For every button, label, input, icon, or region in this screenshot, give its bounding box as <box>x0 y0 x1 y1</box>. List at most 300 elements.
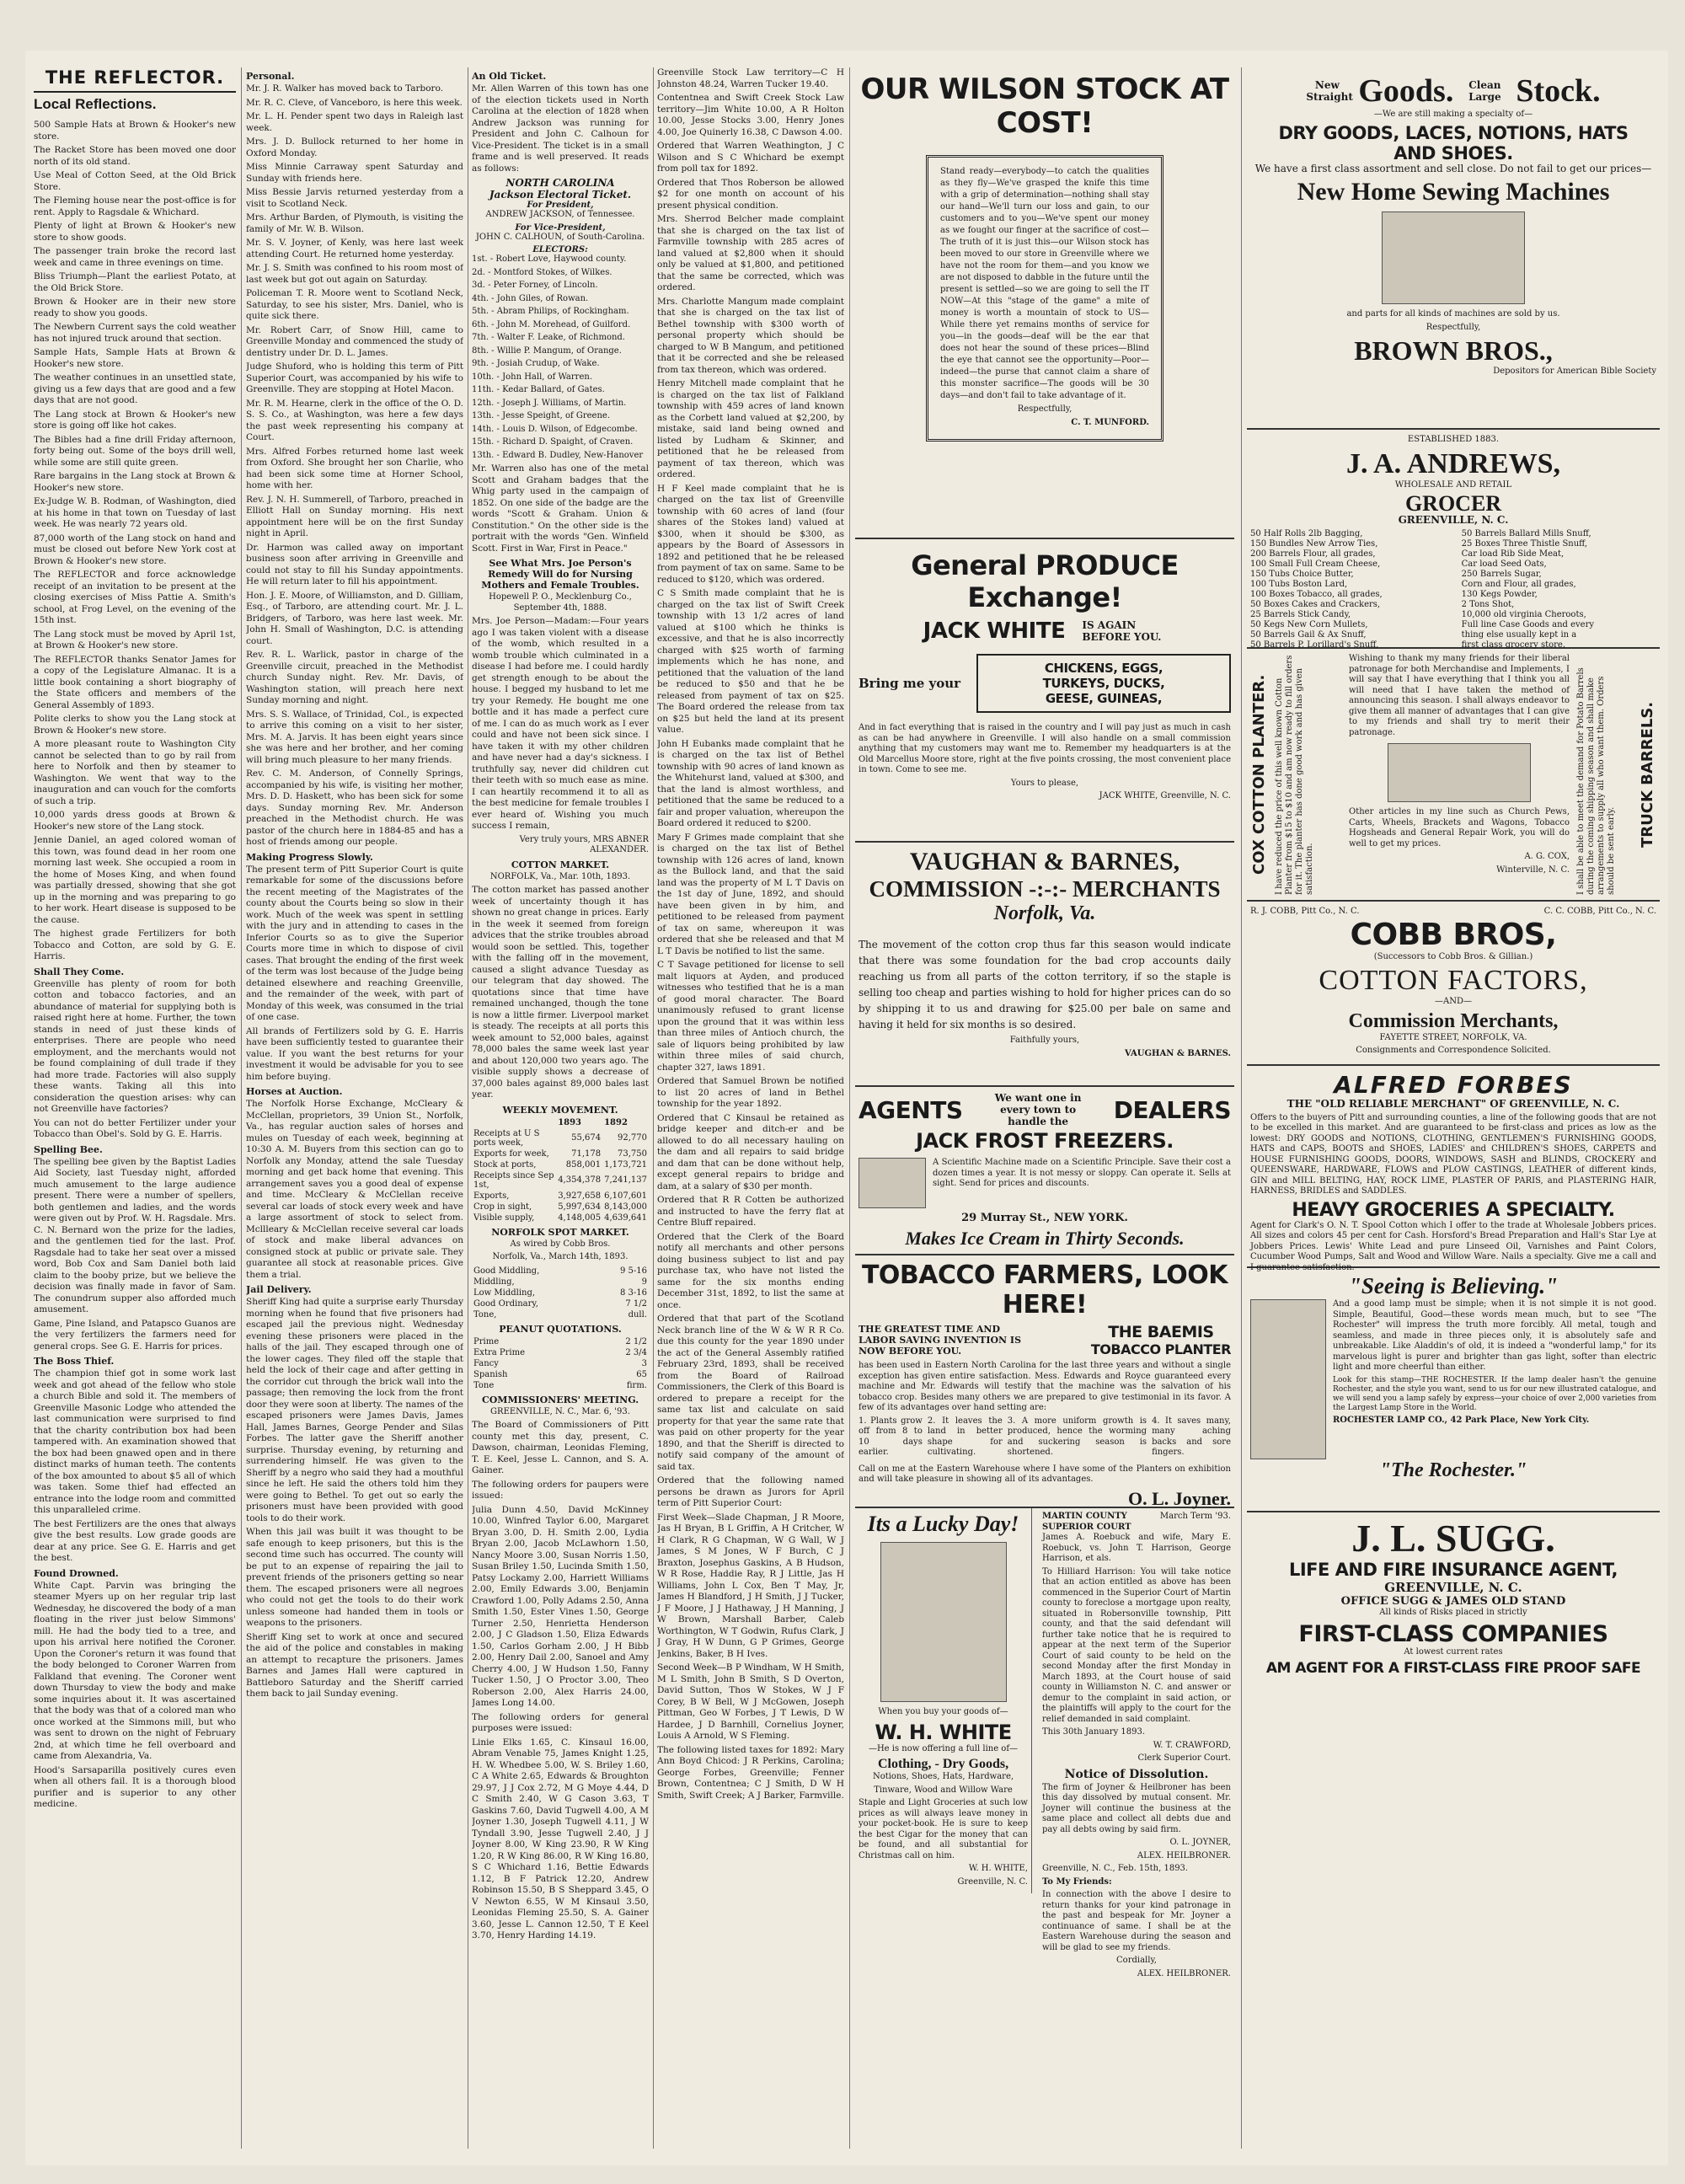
ad-line: GREENVILLE, N. C. <box>1384 1580 1522 1595</box>
ad-sign: Respectfully, <box>1017 404 1073 414</box>
ad-tobacco-planter <box>855 1255 1234 1508</box>
article-body: The following listed taxes for 1892: Mary Ann Boyd Chicod: J R Perkins, Carolina; George Forbes, Greenville; Fenner Brown, Contentnea; C J Smith, D W H Smith, Swift Creek; A J Barker, Farmville. <box>657 1744 844 1801</box>
ad-line: COTTON FACTORS, <box>1319 965 1588 996</box>
stock-item: 25 Barrels Stick Candy, <box>1250 609 1351 619</box>
article-body: Mrs. Sherrod Belcher made complaint that she is charged on the tax list of Farmville township with 285 acres of land valued at $2,800 when it should only be valued at $1,800, and petitioned that the same be corrected, which was ordered. <box>657 214 844 292</box>
legal-body: The firm of Joyner & Heilbroner has been this day dissolved by mutual consent. Mr. Joyner will continue the business at the same place and collect all debts due and pay all debts owing by said firm. <box>1042 1782 1231 1834</box>
article-body: Ordered that the Clerk of the Board notify all merchants and other persons doing business subject to list and pay purchase tax, who have not listed the same for the six months ending December 31st, 1892, to list the same at once. <box>657 1231 844 1310</box>
stock-list-left <box>1250 529 1445 650</box>
vertical-heading: COX COTTON PLANTER. <box>1250 674 1268 875</box>
table-row <box>472 1277 649 1287</box>
news-item: 500 Sample Hats at Brown & Hooker's new store. <box>34 120 236 142</box>
lamp-illustration <box>1250 1299 1326 1459</box>
ad-name: J. L. SUGG. <box>1351 1517 1555 1560</box>
news-item: Mr. S. V. Joyner, of Kenly, was here last week attending Court. He returned home yesterday. <box>246 238 463 260</box>
article-body: The spelling bee given by the Baptist Ladies Aid Society, last Tuesday night, afforded much amusement to the large audience present. There were a number of spellers, both gentlemen and ladies, and the words were given out by Prof. W. H. Ragsdale. Mrs. C. N. Bernard won the prize for the ladies, and the gentlemen tied for the last. Prof. Ragsdale had to take her seat over a missed word, Bob Cox and Sam Daniel both laid claim to the booby prize, but we believe the decision was finally made in favor of Sam. The conundrum supper also afforded much amusement. <box>34 1156 236 1314</box>
article-heading: Spelling Bee. <box>34 1143 103 1155</box>
ad-sign: Greenville, N. C. <box>957 1876 1028 1887</box>
table-cell: 92,770 <box>618 1133 647 1143</box>
ad-line: Clothing, - Dry Goods, <box>877 1757 1009 1771</box>
news-item: Polite clerks to show you the Lang stock at Brown & Hooker's new store. <box>34 714 236 736</box>
ad-line: and parts for all kinds of machines are sold by us. <box>1346 309 1560 318</box>
column-ads-right <box>1247 67 1660 1682</box>
ad-sign: C. T. MUNFORD. <box>1071 417 1149 427</box>
article-body: Mary F Grimes made complaint that she is charged on the tax list of Bethel township with 126 acres of land, known as the Bullock land, and that the said land was the property of M L T Davis on the 1st day of June, 1892, and should have been given in by him, and petitioned to be released from payment of tax on same, whereupon it was ordered that she be released and that M L T Davis be notified to list the same. <box>657 832 844 956</box>
ad-name: TOBACCO PLANTER <box>1090 1341 1231 1357</box>
table-cell: 3,927,658 <box>558 1191 602 1201</box>
stock-item: 100 Boxes Tobacco, all grades, <box>1250 589 1383 599</box>
news-item: Mr. J. S. Smith was confined to his room most of last week but got out again on Saturday. <box>246 263 463 285</box>
article-body: Ordered that Warren Weathington, J C Wilson and S C Whichard be exempt from poll tax for 1892. <box>657 141 844 174</box>
column-rule <box>849 67 850 2149</box>
ad-line: New Home Sewing Machines <box>1297 178 1610 206</box>
ad-cobb-bros <box>1247 902 1660 1066</box>
article-body: Ordered that the following named persons be drawn as Jurors for April term of Pitt Superior Court: <box>657 1475 844 1508</box>
legal-heading: To My Friends: <box>1042 1876 1112 1887</box>
news-item: The REFLECTOR thanks Senator James for a copy of the Legislature Almanac. It is a little book containing a short biography of the State officers and members of the General Assembly of 1893. <box>34 654 236 710</box>
article-body: Greenville Stock Law territory—C H Johnston 48.24, Warren Tucker 19.40. <box>657 67 844 89</box>
news-item: The Newbern Current says the cold weather has not injured truck around that section. <box>34 322 236 344</box>
stock-item: Car load Seed Oats, <box>1461 559 1547 569</box>
column-rule <box>241 67 242 2149</box>
news-item: Hood's Sarsaparilla positively cures even when all others fail. It is a thorough blood purifier and is superior to any other medicine. <box>34 1764 236 1809</box>
ad-cox <box>1247 649 1660 902</box>
article-body: C T Savage petitioned for license to sell malt liquors at Ayden, and produced witnesses who testified that he is a man of good moral character. The Board unanimously refused to grant license upon the ground that it was within less than three miles of Antioch church, the sale of liquors being prohibited by law within three miles of said church, chapter 327, laws 1891. <box>657 960 844 1073</box>
ad-bring: Bring me your <box>859 676 961 691</box>
elector-line: 14th. - Louis D. Wilson, of Edgecombe. <box>472 424 638 434</box>
ad-sign: JACK WHITE, Greenville, N. C. <box>1099 791 1231 800</box>
ad-line: FAYETTE STREET, NORFOLK, VA. <box>1379 1032 1527 1042</box>
column-old-ticket <box>472 67 649 1945</box>
article-body: Ordered that R R Cotten be authorized and instructed to have the ferry flat at Centre Bluff repaired. <box>657 1195 844 1228</box>
stock-item: 150 Tubs Choice Butter, <box>1250 569 1354 579</box>
news-item: The best Fertilizers are the ones that always give the best results. Low grade goods are dear at any price. See G. E. Harris and get the best. <box>34 1518 236 1563</box>
ad-name: ALFRED FORBES <box>1334 1071 1573 1099</box>
ad-left: THE GREATEST TIME AND LABOR SAVING INVENTION IS NOW BEFORE YOU. <box>859 1324 1022 1357</box>
legal-heading: MARTIN COUNTY SUPERIOR COURT <box>1042 1512 1131 1532</box>
ad-tag: IS AGAIN BEFORE YOU. <box>1082 619 1162 643</box>
masthead: THE REFLECTOR. <box>34 67 236 93</box>
news-item: Mrs. Arthur Barden, of Plymouth, is visiting the family of Mr. W. B. Wilson. <box>246 212 463 234</box>
ad-body: Stand ready—everybody—to catch the qualities as they fly—We've grasped the knife this time with a grip of determination—nothing shall stay our hand—We'll turn our loss and gain, to our customers and to you—We've spent our money as we fought our finger at the sacrifice of cost—The truth of it is just this—our Wilson stock has been moved to our store in Greenville where we have not the room for them—and you know we are not disposed to dabble in the future until the present is settled—so we are going to sell the IT NOW—At this "stage of the game" a mite of money is worth a mountain of stock to US—While there yet remains months of service for you—in the goods—deaf will be the ear that does not hear the sound of these prices—Blind the eye that cannot see the opportunity—Poor—indeed—the purse that cannot claim a share of this monster sacrifice—The goods will be 30 days—and don't fail to take advantage of it. <box>940 167 1149 400</box>
table-cell: 7,241,137 <box>604 1175 647 1185</box>
ad-headline: JACK FROST FREEZERS. <box>916 1129 1174 1153</box>
stock-item: 10,000 old virginia Cheroots, <box>1461 609 1586 619</box>
ad-andrews <box>1247 430 1660 649</box>
table-cell: 4,639,641 <box>604 1212 647 1223</box>
ad-line: AND SHOES. <box>1393 142 1513 163</box>
ad-sugg <box>1247 1512 1660 1682</box>
ad-sign: VAUGHAN & BARNES. <box>1125 1048 1231 1058</box>
produce-item: TURKEYS, DUCKS, <box>1042 676 1165 691</box>
article-heading: WEEKLY MOVEMENT. <box>502 1104 618 1116</box>
table-cell: Receipts since Sep 1st, <box>473 1170 554 1190</box>
news-item: The REFLECTOR and force acknowledge receipt of an invitation to be present at the closing exercises of Miss Pattie A. Smith's school, at Frog Level, on the evening of the 15th inst. <box>34 570 236 625</box>
article-body: C S Smith made complaint that he is charged on the tax list of Swift Creek township with 13 1/2 acres of land valued at $100 which he thinks is excessive, and that he is also incorrectly charged with $25 worth of farming implements which he has none, and petitioned that the valuation of the land be reduced to $50 and that he be released from payment of tax on $25. The Board ordered the release from tax on $25 but held the land at its present value. <box>657 588 844 735</box>
table-cell: Receipts at U S ports week, <box>473 1128 540 1148</box>
ad-name: THE BAEMIS <box>1108 1323 1214 1341</box>
stock-item: 25 Boxes Three Thistle Snuff, <box>1461 538 1588 549</box>
news-item: Mr. Robert Carr, of Snow Hill, came to Greenville Monday and commenced the study of dentistry under Dr. D. L. James. <box>246 324 463 358</box>
newspaper-page <box>25 51 1668 2165</box>
article-body: Mrs. Charlotte Mangum made complaint that she is charged on the tax list of Bethel township with $300 worth of personal property which should be charged to W B Mangum, and petitioned that it be corrected and she be released from tax thereon, which was ordered. <box>657 296 844 375</box>
ad-headline: General PRODUCE Exchange! <box>911 549 1179 613</box>
article-body: Ordered that C Kinsaul be retained as bridge keeper and ditch-er and be allowed to do all necessary hauling on the dam and all repairs to said bridge and dam that can be done without help, except general repairs to bridge and dam, at a salary of $30 per month. <box>657 1112 844 1191</box>
ticket-heading: Jackson Electoral Ticket. <box>489 189 632 201</box>
advantage-item: 4. It saves many, many aching backs and sore fingers. <box>1152 1416 1231 1457</box>
news-item: The Lang stock must be moved by April 1st, at Brown & Hooker's new store. <box>34 629 236 650</box>
ad-sub: HEAVY GROCERIES A SPECIALTY. <box>1292 1199 1615 1221</box>
elector-line: 11th. - Kedar Ballard, of Gates. <box>472 385 605 394</box>
article-heading: Horses at Auction. <box>246 1086 343 1097</box>
stock-item: 100 Small Full Cream Cheese, <box>1250 559 1381 569</box>
ad-line: At lowest current rates <box>1404 1646 1503 1657</box>
stock-item: Corn and Flour, all grades, <box>1461 579 1576 589</box>
ad-line: Notions, Shoes, Hats, Hardware, <box>872 1772 1014 1781</box>
article-heading: Shall They Come. <box>34 966 125 977</box>
article-body: Ordered that that part of the Scotland Neck branch line of the W & W R R Co. due this county for the year 1890 under the act of the General Assembly ratified February 23rd, 1893, shall be received from the Board of Railroad Commissioners, the Clerk of this Board is ordered to prepare a receipt for the same tax list and calculate on said property for that year the same rate that was paid on other property for the year 1890, and that the Sheriff is directed to notify said company of the amount of said tax. <box>657 1314 844 1472</box>
news-item: Sample Hats, Sample Hats at Brown & Hooker's new store. <box>34 347 236 369</box>
article-body: Mrs. Joe Person—Madam:—Four years ago I was taken violent with a disease of the womb, which resulted in a womb trouble which culminated in a disease I had before me. I could hardly get strength enough to be about the house. I begged my husband to let me try your Remedy. He bought me one bottle and it has made a perfect cure of me. I can do as much work as I ever could and have not been sick since. I have taken it with my other children and have never had a day's sickness. I truthfully say, never did children cut their teeth with so much ease as mine. I can heartily recommend it to all as the best medicine for female troubles I ever heard of. Wishing you much success I remain, <box>472 616 649 831</box>
stock-item: 100 Tubs Boston Lard, <box>1250 579 1348 589</box>
ad-city: Norfolk, Va. <box>993 902 1096 924</box>
news-item: The highest grade Fertilizers for both Tobacco and Cotton, are sold by G. E. Harris. <box>34 929 236 961</box>
table-row <box>472 1212 649 1223</box>
ad-line: OFFICE SUGG & JAMES OLD STAND <box>1340 1595 1566 1608</box>
ad-line: We have a first class assortment and sell close. Do not fail to get our prices— <box>1254 162 1652 174</box>
ticket-line: ANDREW JACKSON, of Tennessee. <box>485 210 635 219</box>
section-title: Local Reflections. <box>34 96 157 112</box>
table-cell: 71,178 <box>571 1148 602 1159</box>
table-cell: 4,354,378 <box>558 1175 602 1185</box>
elector-line: 8th. - Willie P. Mangum, of Orange. <box>472 345 622 356</box>
article-body: White Capt. Parvin was bringing the steamer Myers up on her regular trip last Wednesday, he discovered the body of a man floating in the river just below Simmons' mill. He had the body tied to a tree, and upon his arrival here notified the Coroner. Upon the Coroner's return it was found that the body belonged to Coroner Warren from Falkland that evening. The Coroner went down Thursday to view the body and make some inquiries about it. It was ascertained that the body was that of a colored man who once worked at the Simmons mill, but who was sent to drown on the night of February 2nd, at which time he fell overboard and came from Alexandria, Va. <box>34 1580 236 1761</box>
ad-line: LIFE AND FIRE INSURANCE AGENT, <box>1288 1560 1618 1580</box>
ad-lucky-day <box>855 1508 1032 1893</box>
ad-sign: A. G. COX, <box>1524 852 1570 861</box>
elector-line: 5th. - Abram Philips, of Rockingham. <box>472 307 629 316</box>
ad-line: Consignments and Correspondence Solicited. <box>1356 1046 1551 1055</box>
news-item: Judge Shuford, who is holding this term of Pitt Superior Court, was accompanied by his wife to Greenville. They are stopping at Hotel Macon. <box>246 361 463 394</box>
legal-sign: Cordially, <box>1116 1956 1157 1965</box>
table-cell: 8 3-16 <box>619 1287 647 1298</box>
article-body: When this jail was built it was thought to be safe enough to keep prisoners, but this is the second time such has occurred. The county will be put to an expense of repairing the jail to prevent friends of the prisoners getting so near them. The escaped prisoners were all negroes who could not get the tools to do their work unless someone had handed them in tools or weapons to the prisoners. <box>246 1527 463 1628</box>
article-heading: PEANUT QUOTATIONS. <box>499 1323 622 1335</box>
news-item: Brown & Hooker are in their new store ready to show you goods. <box>34 297 236 318</box>
table-row <box>472 1336 649 1347</box>
ad-tag: THE "OLD RELIABLE MERCHANT" OF GREENVILLE, N. C. <box>1286 1098 1620 1110</box>
legal-body: To Hilliard Harrison: You will take notice that an action entitled as above has been commenced in the Superior Court of Martin county to foreclose a mortgage upon realty, situated in Robersonville township, Pitt county, and that the said defendant will further take notice that he is required to appear at the next term of the Superior Court of said county to be held on the second Monday after the first Monday in March 1893, at the Court house of said county in Williamston N. C. and answer or demur to the complaint in said action, or the plaintiffs will apply to the court for the relief demanded in said complaint. <box>1042 1566 1231 1724</box>
table-cell: Visible supply, <box>473 1212 535 1223</box>
stock-item: Full line Case Goods and every <box>1461 619 1595 629</box>
news-item: Mr. R. M. Hearne, clerk in the office of the O. D. S. S. Co., at Washington, was here a few days the past week representing his company at Court. <box>246 398 463 442</box>
ad-sign: Faithfully yours, <box>1009 1036 1080 1045</box>
ad-word: Clean Large <box>1468 79 1501 103</box>
article-body: First Week—Slade Chapman, J R Moore, Jas H Bryan, B L Griffin, A H Critcher, W H Clark, R G Chapman, W G Wall, W J James, S M Jones, W F Burch, C J Braxton, Josephus Gaskins, A B Hudson, W R Rose, Haddie Ray, R J Little, Jas H Williams, John L Cox, Ben T May, Jr, James H Blandford, J H Smith, J J Tucker, J F Moore, J J Hathaway, J H Manning, J W Brown, Marshall Barber, Caleb Worthington, W T Godwin, Rufus Clark, J J Gray, H W Dunn, G P Grimes, George Jenkins, Baker, B H Ives. <box>657 1512 844 1659</box>
stock-item: first class grocery store. <box>1461 640 1565 650</box>
table-row <box>472 1159 649 1170</box>
ad-name: W. H. WHITE <box>875 1720 1012 1744</box>
letter-signature: Very truly yours, MRS ABNER ALEXANDER. <box>519 834 649 854</box>
ad-brown-bros <box>1247 67 1660 430</box>
table-cell: 65 <box>636 1369 647 1379</box>
news-item: Ex-Judge W. B. Rodman, of Washington, died at his home in that town on Tuesday of last week. He was nearly 72 years old. <box>34 496 236 529</box>
article-body: Second Week—B P Windham, W H Smith, M L Smith, John B Smith, S D Overton, David Sutton, Thos W Stokes, W J F Corey, B W Bell, W J McGowen, Joseph Pittman, Geo W Forbes, J T Lewis, D W Hardee, J D Barnhill, Cornelius Joyner, Louis A Arnold, W S Fleming. <box>657 1662 844 1741</box>
ad-left: AGENTS <box>859 1095 963 1124</box>
news-item: Hon. J. E. Moore, of Williamston, and D. Gilliam, Esq., of Tarboro, are attending court. Mr. J. L. Bridgers, of Tarboro, was here last week. Mr. John H. Small of Washington, D.C. is attending court. <box>246 590 463 646</box>
stock-item: 250 Barrels Sugar, <box>1461 569 1542 579</box>
table-cell: 8,143,000 <box>604 1202 647 1212</box>
elector-line: 10th. - John Hall, of Warren. <box>472 372 592 382</box>
ad-sign: O. L. Joyner. <box>1127 1487 1231 1509</box>
advantage-item: 3. A more uniform growth is produced, hence the worming and suckering season is shortened. <box>1007 1416 1147 1457</box>
ad-headline: Its a Lucky Day! <box>867 1512 1019 1536</box>
table-cell: Extra Prime <box>473 1347 525 1357</box>
planter-illustration <box>1388 743 1531 802</box>
table-cell: 55,674 <box>571 1133 602 1143</box>
ticket-line: JOHN C. CALHOUN, of South-Carolina. <box>475 232 645 242</box>
table-row <box>472 1298 649 1309</box>
ad-wilson-stock <box>855 67 1234 539</box>
article-body: The present term of Pitt Superior Court is quite remarkable for some of the discussions before the recent meeting of the Magistrates of the county about the Courts being so slow in their work. Much of the week was spent in settling with the jury and in attending to cases in the Inferior Courts so as to give the Superior Courts more time in which to dispose of civil cases. That brought the ending of the first week of the term was lost because of the Judge being detained elsewhere and reaching Greenville, and the remainder of the week, with part of Monday of this week, was consumed in the trial of one case. <box>246 864 463 1022</box>
spot-market-table <box>472 1266 649 1320</box>
meeting-dateline: GREENVILLE, N. C., Mar. 6, '93. <box>490 1406 630 1416</box>
news-item: The Lang stock at Brown & Hooker's new store is going off like hot cakes. <box>34 409 236 431</box>
ad-word: Stock. <box>1516 73 1601 109</box>
table-cell: Tone, <box>473 1309 497 1320</box>
stock-item: 50 Barrels P. Lorillard's Snuff, <box>1250 640 1379 650</box>
elector-line: 7th. - Walter F. Leake, of Richmond. <box>472 333 625 342</box>
legal-notices <box>1039 1508 1234 1985</box>
ad-name: JACK WHITE <box>923 618 1066 644</box>
table-header <box>472 1117 556 1128</box>
ad-line: AM AGENT FOR A FIRST-CLASS FIRE PROOF SAFE <box>1265 1660 1641 1677</box>
article-body: The following orders for general purposes were issued: <box>472 1711 649 1733</box>
stock-item: Car load Rib Side Meat, <box>1461 549 1565 559</box>
article-body: Julia Dunn 4.50, David McKinney 10.00, Winfred Taylor 6.00, Margaret Bryan 3.00, D. H. Smith 2.00, Lydia Bryan 2.00, Jacob McLawhorn 1.50, Nancy Moore 3.00, Susan Norris 1.50, Susan Briley 1.50, Lucinda Smith 1.50, Patsy Lockamy 2.00, Harriett Williams 2.00, Emily Edwards 3.00, Benjamin Crawford 1.00, Polly Adams 2.50, Anna Smith 1.50, Ester Vines 1.50, George Turner 2.50, Henrietta Henderson 2.00, J C Gladson 1.50, Eliza Edwards 1.50, Carlos Gorham 2.00, J H Bibb 2.00, Henry Dail 2.00, Sanoel and Amy Cherry 4.00, J W Hudson 1.50, Fanny Tucker 1.50, J O Proctor 3.00, Theo Roberson 2.00, Alex Harris 24.00, James Long 14.00. <box>472 1504 649 1708</box>
stock-item: 130 Kegs Powder, <box>1461 589 1538 599</box>
news-item: Rev. C. M. Anderson, of Connelly Springs, accompanied by his wife, is visiting her mother, Mrs. D. D. Haskett, who has been sick for some days. Sunday morning Rev. Mr. Anderson preached in the Methodist church. He was pastor of the church here in 1884-85 and has a host of friends among our people. <box>246 768 463 847</box>
ad-sign: Yours to please, <box>1010 778 1079 788</box>
ad-body: Other articles in my line such as Church Pews, Carts, Wheels, Brackets and Wagons, Tobacco Hogsheads and General Repair Work, you will do well to get my prices. <box>1349 807 1570 848</box>
news-item: A more pleasant route to Washington City cannot be selected than to go by rail from here to Norfolk and then by steamer to Washington. We went that way to the inauguration and can vouch for the comforts of such a trip. <box>34 739 236 806</box>
table-cell: Middling, <box>473 1277 515 1287</box>
article-body: Contentnea and Swift Creek Stock Law territory—Jim White 10.00, A R Holton 10.00, Jesse Stocks 3.00, Henry Jones 4.00, Joe Quinerly 16.38, C Dawson 4.00. <box>657 93 844 137</box>
table-cell: Spanish <box>473 1369 508 1379</box>
article-body: Sheriff King set to work at once and secured the aid of the police and constables in making an attempt to recapture the prisoners. James Barnes and James Hall were captured in Battleboro Saturday and the Sheriff carried them back to jail Sunday evening. <box>246 1631 463 1699</box>
news-item: The Fleming house near the post-office is for rent. Apply to Ragsdale & Whichard. <box>34 195 236 217</box>
ad-company: ROCHESTER LAMP CO., 42 Park Place, New York City. <box>1333 1415 1590 1425</box>
table-cell: 3 <box>641 1358 647 1368</box>
ad-small: Look for this stamp—THE ROCHESTER. If the lamp dealer hasn't the genuine Rochester, and the style you want, send to us for our new illustrated catalogue, and we will send you a lamp safely by express—your choice of over 2,000 varieties from the Largest Lamp Store in the World. <box>1333 1375 1656 1412</box>
advantage-item: 1. Plants grow off from 8 to 10 days earlier. <box>859 1416 923 1457</box>
ad-mid: We want one in every town to handle the <box>994 1092 1082 1127</box>
table-row <box>472 1202 649 1212</box>
news-item: Plenty of light at Brown & Hooker's new store to show goods. <box>34 221 236 243</box>
article-body: Greenville has plenty of room for both cotton and tobacco factories, and an abundance of material for supplying both is raised right here at home. Further, the town stands in need of just these kinds of enterprises. There are people who need employment, and the merchants would not be found complaining of dull trade if they had more trade. Factories will also supply these wants. Taking all this into consideration the question arises: why can not Greenville have factories? <box>34 978 236 1114</box>
news-item: The passenger train broke the record last week and came in three evenings on time. <box>34 246 236 268</box>
table-row <box>472 1358 649 1369</box>
article-body: The cotton market has passed another week of uncertainty though it has shown no great change in prices. Early in the week it seemed from foreign advices that the strike troubles abroad would soon be settled. This, together with the falling off in the movement, caused a slight advance Tuesday as our telegram that day showed. The quotations since that time have remained unchanged, though the tone is now a little firmer. Liverpool market is steady. The receipts at all ports this week amount to 52,000 bales, against 78,000 bales the same week last year and about 120,000 two years ago. The visible supply shows a decrease of 37,000 bales against 89,000 bales last year. <box>472 885 649 1100</box>
table-cell: Exports, <box>473 1191 510 1201</box>
ad-body: A Scientific Machine made on a Scientific Principle. Save their cost a dozen times a year. It is not messy or sloppy. Can operate it. Sells at sight. Send for prices and discounts. <box>933 1158 1231 1188</box>
vertical-text: I have reduced the price of this well known Cotton Planter from $15 to $10 and am now ready to fill orders for it. The planter has done good work and has given satisfaction. <box>1275 655 1314 895</box>
table-cell: firm. <box>626 1380 647 1390</box>
article-body: Mr. Allen Warren of this town has one of the election tickets used in North Carolina at the election of 1828 when Andrew Jackson was running for President and John C. Calhoun for Vice-President. The ticket is in a small frame and is well preserved. It reads as follows: <box>472 83 649 174</box>
legal-sign: Clerk Superior Court. <box>1137 1753 1231 1763</box>
news-item: The weather continues in an unsettled state, giving us a few days that are good and a few days that are not good. <box>34 372 236 405</box>
ad-headline: "Seeing is Believing." <box>1348 1273 1559 1298</box>
ad-body: And a good lamp must be simple; when it is not simple it is not good. Simple, Beautiful, Good—these words mean much, but to see "The Rochester" will impress the truth more forcibly. All metal, tough and seamless, and made in three pieces only, it is absolutely safe and unbreakable. Like Aladdin's of old, it is indeed a "wonderful lamp," for its marvelous light is purer and brighter than gas light, softer than electric light and more cheerful than either. <box>1333 1299 1656 1372</box>
ad-body: has been used in Eastern North Carolina for the last three years and without a single exception has given entire satisfaction. Mess. Edwards and Royce guaranteed every machine and Mr. Edwards will testify that the machine was the salvation of his tobacco crop. Besides many others we are prepared to give testimonial in its favor. A few of its advantages over hand setting are: <box>859 1361 1231 1412</box>
ticket-subheading: For President, <box>527 201 594 210</box>
article-body: Henry Mitchell made complaint that he is charged on the tax list of Falkland township with 459 acres of land known as the Corbett land valued at $2,200, by mistake, said land being owned and listed by Ludham & Skinner, and petitioned that he be released from payment of tax thereon, which was ordered. <box>657 378 844 479</box>
ad-produce-exchange <box>855 539 1234 843</box>
table-cell: Low Middling, <box>473 1287 536 1298</box>
legal-sign: W. T. CRAWFORD, <box>1153 1740 1231 1750</box>
column-rule <box>653 67 654 2149</box>
stock-item: 50 Barrels Ballard Mills Snuff, <box>1461 528 1591 538</box>
news-item: Dr. Harmon was called away on important business soon after arriving in Greenville and could not stay to fill his Sunday appointments. He will return later to fill his appointment. <box>246 542 463 586</box>
article-body: The following orders for paupers were issued: <box>472 1479 649 1501</box>
stock-item: 50 Barrels Gail & Ax Snuff, <box>1250 629 1367 640</box>
table-row <box>472 1191 649 1202</box>
produce-item: CHICKENS, EGGS, <box>1044 661 1163 676</box>
legal-date: This 30th January 1893. <box>1042 1727 1146 1737</box>
ad-sign: Winterville, N. C. <box>1496 864 1570 875</box>
ad-body: Offers to the buyers of Pitt and surrounding counties, a line of the following goods that are not to be excelled in this market. And are guaranteed to be first-class and prices as low as the lowest: DRY GOODS and NOTIONS, CLOTHING, GENTLEMEN'S FURNISHING GOODS, HATS and CAPS, BOOTS and SHOES, LADIES' and CHILDREN'S SHOES, CARPETS and HOUSE FURNISHING GOODS, DOORS, WINDOWS, SASH and BLINDS, CROCKERY and QUEENSWARE, HARDWARE, FLOWS and PLOW CASTINGS, LEATHER of different kinds, GIN and MILL BELTING, HAY, ROCK LIME, PLASTER OF PARIS, and PLASTERING HAIR, HARNESS, BRIDLES and SADDLES. <box>1250 1112 1656 1196</box>
elector-line: 15th. - Richard D. Spaight, of Craven. <box>472 437 634 447</box>
table-header: 1893 <box>558 1117 582 1127</box>
vertical-text: I shall be able to meet the demand for Potato Barrels during the coming shipping season and shall make arrangements to supply all who want them. Orders should be sent early. <box>1576 667 1616 895</box>
news-item: Mrs. S. S. Wallace, of Trinidad, Col., is expected to arrive this coming on a visit to her sister, Mrs. M. A. Jarvis. It has been eight years since she was here and her brother, and her coming will bring much pleasure to her many friends. <box>246 709 463 765</box>
article-body: John H Eubanks made complaint that he is charged on the tax list of Bethel township with 90 acres of land known as the Whitehurst land, valued at $300, and that the land is almost worthless, and petitioned that the same be reduced to a fair and proper valuation, whereupon the Board ordered it reduced to $200. <box>657 738 844 828</box>
stock-item: 50 Boxes Cakes and Crackers, <box>1250 599 1381 609</box>
news-item: Rare bargains in the Lang stock at Brown & Hooker's new store. <box>34 471 236 493</box>
column-personal <box>246 67 463 1703</box>
table-cell: Crop in sight, <box>473 1202 532 1212</box>
news-item: Game, Pine Island, and Patapsco Guanos are the very fertilizers the farmers need for general crops. See G. E. Harris for prices. <box>34 1318 236 1352</box>
news-item: Policeman T. R. Moore went to Scotland Neck, Saturday, to see his sister, Mrs. Daniel, who is quite sick there. <box>246 288 463 321</box>
table-row <box>472 1148 649 1159</box>
elector-line: 9th. - Josiah Crudup, of Wake. <box>472 359 600 368</box>
news-item: Mr. L. H. Pender spent two days in Raleigh last week. <box>246 111 463 133</box>
table-cell: 4,148,005 <box>558 1212 602 1223</box>
ad-headline: COMMISSION -:-:- MERCHANTS <box>869 876 1221 902</box>
news-item: The Bibles had a fine drill Friday afternoon, forty being out. Some of the boys drill well, while some are still quite green. <box>34 434 236 468</box>
ad-line: (Successors to Cobb Bros. & Gillian.) <box>1373 951 1533 961</box>
elector-line: 12th. - Joseph J. Williams, of Martin. <box>472 398 627 408</box>
ad-line: —We are still making a specialty of— <box>1373 110 1533 119</box>
legal-term: March Term '93. <box>1159 1512 1231 1521</box>
ad-line: DRY GOODS, LACES, NOTIONS, HATS <box>1278 122 1629 143</box>
article-heading: Personal. <box>246 71 295 82</box>
vertical-heading: TRUCK BARRELS. <box>1639 701 1656 848</box>
ad-name: COBB BROS, <box>1350 917 1557 952</box>
stock-item: thing else usually kept in a <box>1461 629 1577 640</box>
elector-line: 13th. - Edward B. Dudley, New-Hanover <box>472 450 644 460</box>
ad-line: GREENVILLE, N. C. <box>1398 514 1509 526</box>
table-row <box>472 1128 649 1148</box>
man-illustration <box>880 1542 1007 1702</box>
ad-word: New Straight <box>1306 79 1353 103</box>
table-cell: Tone <box>473 1380 495 1390</box>
table-cell: 9 5-16 <box>619 1266 647 1276</box>
table-cell: 73,750 <box>618 1148 647 1159</box>
news-item: Mrs. Alfred Forbes returned home last week from Oxford. She brought her son Charlie, who had been sick some time at Horner School, home with her. <box>246 446 463 490</box>
ad-headline: VAUGHAN & BARNES, <box>909 848 1180 875</box>
ticket-heading: NORTH CAROLINA <box>506 177 615 189</box>
table-cell: 1,173,721 <box>604 1159 647 1170</box>
column-local-reflections <box>34 67 236 1813</box>
legal-date: Greenville, N. C., Feb. 15th, 1893. <box>1042 1864 1189 1873</box>
article-heading: Found Drowned. <box>34 1567 119 1579</box>
stock-list-right <box>1462 529 1656 650</box>
news-item: Mr. J. R. Walker has moved back to Tarboro. <box>246 83 444 94</box>
article-body: Linie Elks 1.65, C. Kinsaul 16.00, Abram Venable 75, James Knight 1.25, H. W. Whedbee 5.00, W. S. Briley 1.60, C A White 2.65, Edwards & Broughton 29.97, J J Cox 2.72, M G Moye 4.44, D C Smith 2.40, W G Cason 3.63, T Gaskins 7.60, David Tugwell 4.00, A M Joyner 1.30, Joseph Tugwell 4.11, J W Tyndall 3.90, Jesse Tugwell 2.40, J J Joyner 8.00, W King 23.90, R W King 1.20, R W King 86.00, R W King 16.80, S C Whichard 1.16, Bettie Edwards 1.12, B F Patrick 12.20, Andrew Robinson 15.50, B S Sheppard 3.45, O V Newton 6.55, W M Kinsaul 3.50, Leonidas Fleming 25.50, S. A. Gainer 3.60, Jesse L. Cannon 12.50, T E Keel 3.70, Henry Harding 14.19. <box>472 1737 649 1940</box>
table-cell: 9 <box>641 1277 647 1287</box>
article-heading: Jail Delivery. <box>246 1284 312 1295</box>
stock-item: 50 Half Rolls 2lb Bagging, <box>1250 528 1363 538</box>
ad-body: Wishing to thank my many friends for their liberal patronage for both Merchandise and Implements, I will say that I have everything that I think you all will need that I have taken the method of announcing this season. I shall always endeavor to give them all manner of advantages that I can give to my friends and shall try to merit their patronage. <box>1349 654 1570 737</box>
table-row <box>472 1266 649 1277</box>
legal-sign: ALEX. HEILBRONER. <box>1137 1850 1231 1860</box>
peanut-table <box>472 1336 649 1391</box>
sewing-machine-illustration <box>1382 211 1525 304</box>
elector-line: 13th. - Jesse Speight, of Greene. <box>472 411 611 420</box>
ad-line: Respectfully, <box>1426 322 1481 332</box>
ad-foot: Call on me at the Eastern Warehouse where I have some of the Planters on exhibition and will take pleasure in showing all of its advantages. <box>859 1464 1231 1484</box>
stock-item: 2 Tons Shot, <box>1461 599 1515 609</box>
ad-name: J. A. ANDREWS, <box>1345 447 1561 479</box>
ad-rochester-lamp <box>1247 1268 1660 1512</box>
stock-item: 200 Barrels Flour, all grades, <box>1250 549 1376 559</box>
table-cell: Stock at ports, <box>473 1159 537 1170</box>
table-cell: Exports for week, <box>473 1148 549 1159</box>
table-cell: Fancy <box>473 1358 499 1368</box>
news-item: Miss Minnie Carraway spent Saturday and Sunday with friends here. <box>246 162 463 184</box>
legal-sign: O. L. JOYNER, <box>1169 1838 1231 1847</box>
ad-partner: C. C. COBB, Pitt Co., N. C. <box>1543 907 1656 916</box>
ad-line: WHOLESALE AND RETAIL <box>1394 479 1512 490</box>
table-cell: Good Middling, <box>473 1266 540 1276</box>
news-item: Bliss Triumph—Plant the earliest Potato, at the Old Brick Store. <box>34 271 236 293</box>
ad-tagline: Makes Ice Cream in Thirty Seconds. <box>905 1228 1185 1249</box>
table-cell: 6,107,601 <box>604 1191 647 1201</box>
table-header: 1892 <box>604 1117 628 1127</box>
stock-item: 150 Bundles New Arrow Ties, <box>1250 538 1378 549</box>
letter-dateline: Hopewell P. O., Mecklenburg Co., September 4th, 1888. <box>489 592 632 613</box>
table-cell: Prime <box>473 1336 500 1346</box>
table-cell: 2 3/4 <box>625 1347 647 1357</box>
news-item: Use Meal of Cotton Seed, at the Old Brick Store. <box>34 170 236 192</box>
news-item: Mrs. J. D. Bullock returned to her home in Oxford Monday. <box>246 136 463 158</box>
table-row <box>472 1347 649 1358</box>
ad-word: Goods. <box>1358 73 1454 109</box>
article-heading: The Boss Thief. <box>34 1356 115 1367</box>
table-row <box>472 1309 649 1320</box>
news-item: Jennie Daniel, an aged colored woman of this town, was found dead in her room one morning last week. She occupied a room in the home of Moses King, and when found was partially dressed, showing that she got up in the morning and was preparing to go to her work. Heart disease is supposed to be the cause. <box>34 835 236 925</box>
ad-line: Tinware, Wood and Willow Ware <box>874 1785 1013 1795</box>
ad-jack-frost <box>855 1087 1234 1255</box>
ad-tag: Depositors for American Bible Society <box>1493 367 1656 376</box>
table-row <box>472 1380 649 1391</box>
article-body: Mr. Warren also has one of the metal Scott and Graham badges that the Whig party used in the campaign of 1852. On one side of the badge are the words "Scott & Graham. Union & Constitution." On the other side is the portrait with the words "Gen. Winfield Scott. First in War, First in Peace." <box>472 463 649 554</box>
article-body: The Norfolk Horse Exchange, McCleary & McClellan, proprietors, 39 Union St., Norfolk, Va., has regular auction sales of horses and mules on Tuesday of each week, beginning at 10:30 A. M. Buyers from this section can go to Norfolk any Monday, attend the sale Tuesday morning and get back home that evening. This arrangement saves you a good deal of expense and time. McCleary & McClellan receive several car loads of stock every week and have a large assortment of stock to select from. Mcllleary & McClellan receive several car loads of stock and make liberal advances on consigned stock at public or private sale. They guarantee all stock at reasonable prices. Give them a trial. <box>246 1099 463 1280</box>
article-body: The Board of Commissioners of Pitt county met this day, present, C. Dawson, chairman, Leonidas Fleming, T. E. Keel, Jesse L. Cannon, and S. A. Gainer. <box>472 1420 649 1475</box>
ad-partner: R. J. COBB, Pitt Co., N. C. <box>1250 907 1360 916</box>
ad-line: —He is now offering a full line of— <box>868 1743 1019 1753</box>
